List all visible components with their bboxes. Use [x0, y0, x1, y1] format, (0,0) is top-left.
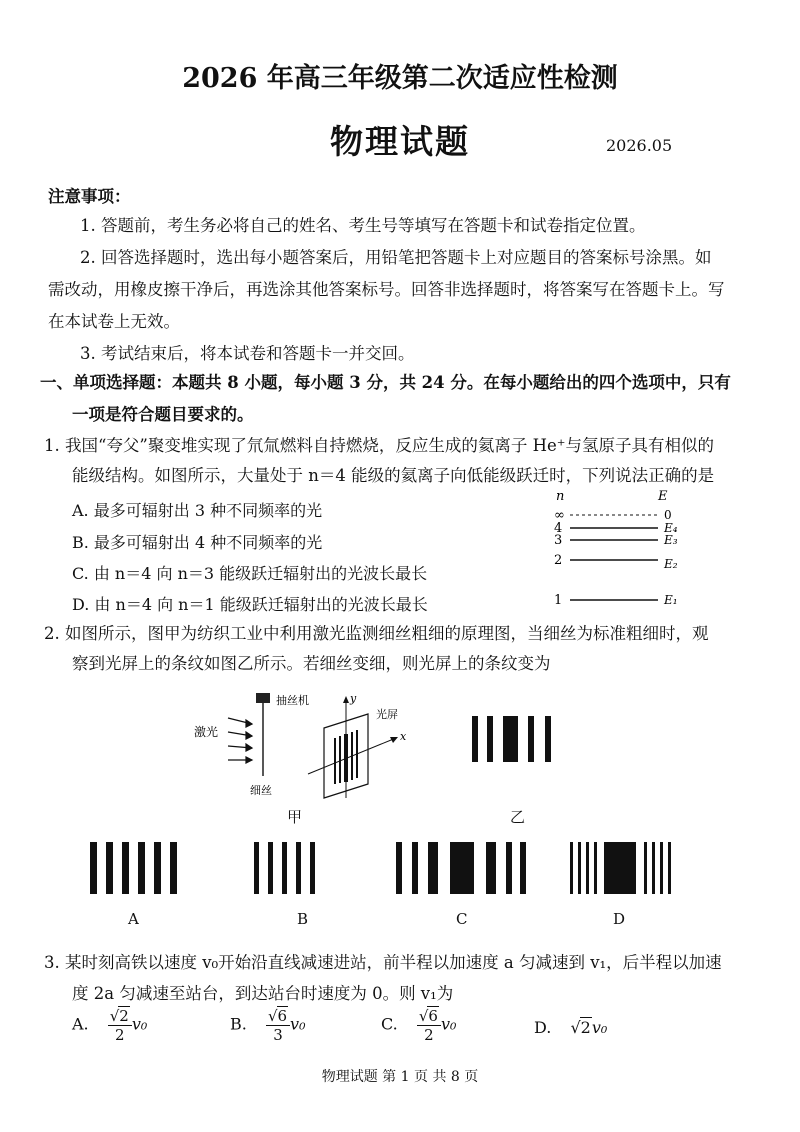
level-n-4: 4: [554, 521, 563, 536]
notice-item-2-line-1: 2. 回答选择题时，选出每小题答案后，用铅笔把答题卡上对应题目的答案标号涂黑。如: [80, 248, 712, 267]
fringe-option-c: [396, 842, 536, 896]
exam-title: 2026 年高三年级第二次适应性检测: [182, 63, 618, 94]
q2-stem-line-1: 2. 如图所示，图甲为纺织工业中利用激光监测细丝粗细的原理图，当细丝为标准粗细时，观: [44, 624, 709, 643]
q3-option-b: B. $\frac{√6}{3}$ v₀: [230, 1007, 306, 1044]
level-e-3: E₃: [664, 533, 678, 547]
q3-option-a-letter: A.: [72, 1014, 89, 1034]
fringe-option-a: [90, 842, 190, 896]
notice-item-2-line-3: 在本试卷上无效。: [48, 312, 180, 331]
figure-yi-fringes: [470, 716, 570, 766]
q3-option-a-variable: v₀: [131, 1014, 148, 1034]
q3-option-c: C. $\frac{√6}{2}$ v₀: [381, 1007, 457, 1044]
drawing-machine-label: 抽丝机: [276, 694, 309, 707]
q3-option-d-radicand: 2: [580, 1018, 591, 1037]
level-e-infinity: 0: [664, 508, 672, 522]
level-n-3: 3: [554, 533, 563, 548]
drawing-machine: [256, 693, 270, 703]
level-n-infinity: ∞: [554, 508, 565, 523]
q1-option-b: B. 最多可辐射出 4 种不同频率的光: [72, 533, 323, 552]
fringe-label-d: D: [613, 910, 626, 928]
notice-item-1: 1. 答题前，考生务必将自己的姓名、考生号等填写在答题卡和试卷指定位置。: [80, 216, 646, 235]
x-axis-label: x: [400, 730, 407, 743]
page-footer: 物理试题 第 1 页 共 8 页: [321, 1069, 479, 1085]
fringe-option-d: [570, 842, 680, 896]
notice-item-3: 3. 考试结束后，将本试卷和答题卡一并交回。: [80, 344, 415, 363]
wire-label: 细丝: [250, 784, 272, 797]
q3-option-d-letter: D.: [534, 1018, 552, 1037]
laser-label: 激光: [194, 725, 219, 739]
n-axis-label: n: [556, 489, 565, 504]
subject-title: 物理试题: [330, 122, 470, 161]
level-n-1: 1: [554, 593, 563, 608]
q1-option-a: A. 最多可辐射出 3 种不同频率的光: [72, 501, 323, 520]
q1-option-c: C. 由 n＝4 向 n＝3 能级跃迁辐射出的光波长最长: [72, 564, 428, 583]
level-e-4: E₄: [664, 521, 678, 535]
q3-option-c-variable: v₀: [440, 1014, 457, 1034]
q3-option-a: A. $\frac{√2}{2}$ v₀: [72, 1007, 148, 1044]
fringe-label-c: C: [456, 910, 468, 928]
laser-arrows: [228, 718, 252, 763]
q3-option-c-radicand: 6: [428, 1007, 438, 1025]
level-e-2: E₂: [664, 557, 678, 571]
q3-option-b-letter: B.: [230, 1014, 247, 1034]
q3-option-a-radicand: 2: [119, 1007, 129, 1025]
caption-jia: 甲: [287, 808, 303, 826]
notice-item-2-line-2: 需改动，用橡皮擦干净后，再选涂其他答案标号。回答非选择题时，将答案写在答题卡上。写: [48, 280, 725, 299]
section-1-heading: 一、单项选择题：本题共 8 小题，每小题 3 分，共 24 分。在每小题给出的四个选项中，只有: [40, 373, 731, 392]
q3-option-d: D. √2v₀: [534, 1018, 608, 1037]
energy-level-diagram: [548, 486, 688, 616]
q1-option-d: D. 由 n＝4 向 n＝1 能级跃迁辐射出的光波长最长: [72, 595, 428, 614]
q3-stem-line-2: 度 2a 匀减速至站台，到达站台时速度为 0。则 v₁为: [72, 984, 454, 1003]
notice-heading: 注意事项：: [48, 187, 131, 206]
level-n-2: 2: [554, 553, 563, 568]
y-axis-arrow: [343, 696, 349, 703]
q3-option-c-letter: C.: [381, 1014, 398, 1034]
caption-yi: 乙: [510, 808, 526, 826]
screen-label: 光屏: [376, 708, 398, 721]
q3-option-b-denominator: 3: [273, 1026, 283, 1044]
fringe-label-a: A: [128, 910, 139, 928]
figure-jia-apparatus: [188, 688, 418, 828]
section-1-heading-line-2: 一项是符合题目要求的。: [72, 405, 254, 424]
q1-stem-line-1: 1. 我国“夸父”聚变堆实现了氘氚燃料自持燃烧，反应生成的氦离子 He⁺与氢原子具有相似的: [44, 436, 714, 455]
fringe-label-b: B: [297, 910, 309, 928]
q3-option-b-radicand: 6: [277, 1007, 288, 1025]
exam-date: 2026.05: [606, 136, 673, 155]
q3-option-d-variable: v₀: [591, 1018, 608, 1037]
q3-option-b-variable: v₀: [290, 1014, 306, 1034]
e-axis-label: E: [658, 489, 668, 504]
level-e-1: E₁: [664, 593, 678, 607]
q3-option-c-denominator: 2: [424, 1026, 434, 1044]
q1-stem-line-2: 能级结构。如图所示，大量处于 n＝4 能级的氦离子向低能级跃迁时，下列说法正确的是: [72, 466, 715, 485]
y-axis-label: y: [350, 692, 357, 705]
q2-stem-line-2: 察到光屏上的条纹如图乙所示。若细丝变细，则光屏上的条纹变为: [72, 654, 551, 673]
q3-stem-line-1: 3. 某时刻高铁以速度 v₀开始沿直线减速进站，前半程以加速度 a 匀减速到 v₁，后半程以加速: [44, 953, 722, 972]
q3-option-a-denominator: 2: [115, 1026, 125, 1044]
fringe-option-b: [254, 842, 354, 896]
